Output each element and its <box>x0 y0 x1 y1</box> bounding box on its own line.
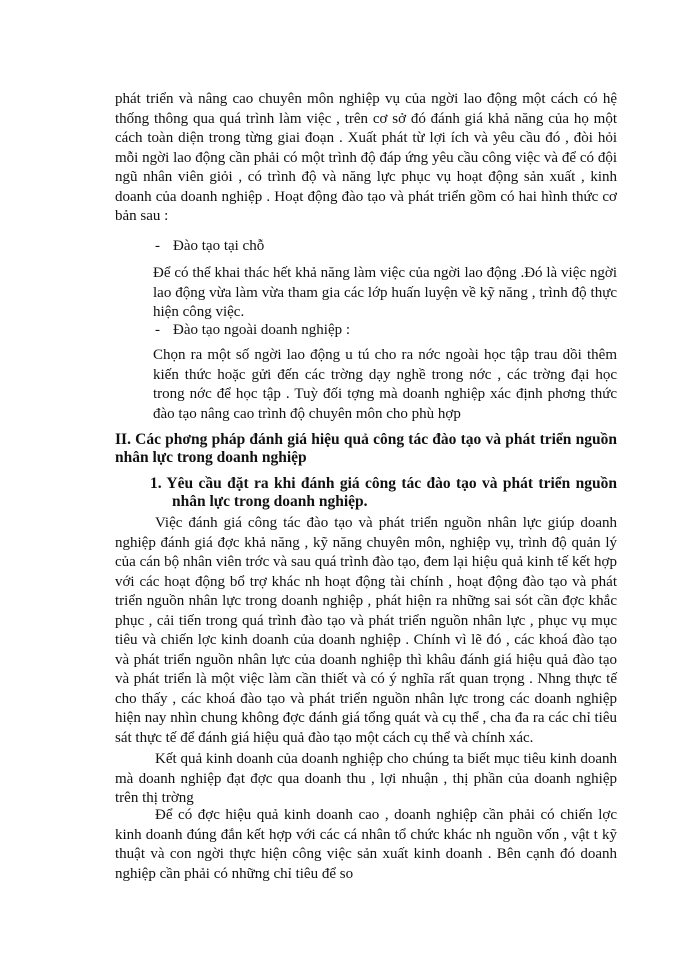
section-heading: II. Các phơng pháp đánh giá hiệu quả công tác đào tạo và phát triển nguồn nhân lực trong doanh nghiệp <box>115 431 617 466</box>
bullet-title: Đào tạo tại chỗ <box>173 238 265 254</box>
bullet-title: Đào tạo ngoài doanh nghiệp : <box>173 322 351 338</box>
bullet-item <box>155 321 615 340</box>
bullet-dash: - <box>155 322 160 338</box>
bullet-dash: - <box>155 238 160 254</box>
intro-paragraph: phát triển và nâng cao chuyên môn nghiệp vụ của ngời lao động một cách có hệ thống thông qua quá trình làm việc , trên cơ sở đó đánh giá khả năng của họ một cách toàn diện trong từng giai đoạn . Xuất phát từ lợi ích và yêu cầu đó , đòi hỏi mỗi ngời lao động cần phải có một trình độ đáp ứng yêu cầu công việc và để có đội ngũ nhân viên giỏi , có trình độ và năng lực phục vụ hoạt động sản xuất , kinh doanh của doanh nghiệp . Hoạt động đào tạo và phát triển gồm có hai hình thức cơ bản sau : <box>115 91 617 224</box>
bullet-item <box>155 237 615 256</box>
bullet-body: Để có thể khai thác hết khả năng làm việc của ngời lao động .Đó là việc ngời lao động vừa làm vừa tham gia các lớp huấn luyện về kỹ năng , trình độ thực hiện công việc. <box>153 265 617 320</box>
subsection-heading: 1. Yêu cầu đặt ra khi đánh giá công tác đào tạo và phát triển nguồn nhân lực trong doanh nghiệp. <box>150 475 617 510</box>
body-paragraph: Việc đánh giá công tác đào tạo và phát triển nguồn nhân lực giúp doanh nghiệp đánh giá đợc khả năng , kỹ năng chuyên môn, nghiệp vụ, trình độ quản lý của cán bộ nhân viên trớc và sau quá trình đào tạo, đem lại hiệu quả kinh tế kết hợp với các hoạt động bổ trợ khác nh hoạt động tài chính , hoạt động đào tạo và phát triển nguồn nhân lực trong doanh nghiệp , phát hiện ra những sai sót cần đợc khắc phục , cải tiến trong quá trình đào tạo và phát triển nguồn nhân lực , phục vụ mục tiêu và chiến lợc kinh doanh của doanh nghiệp . Chính vì lẽ đó , các khoá đào tạo và phát triển nguồn nhân lực của doanh nghiệp thì khâu đánh giá hiệu quả đào tạo và phát triển là một việc làm cần thiết và có ý nghĩa rất quan trọng . Nhng thực tế cho thấy , các khoá đào tạo và phát triển nguồn nhân lực trong các doanh nghiệp hiện nay nhìn chung không đợc đánh giá tổng quát và cụ thể , cha đa ra các chỉ tiêu sát thực tế để đánh giá hiệu quả đào tạo một cách cụ thể và chính xác. <box>115 515 617 746</box>
bullet-body: Chọn ra một số ngời lao động u tú cho ra nớc ngoài học tập trau dồi thêm kiến thức hoặc gửi đến các trờng dạy nghề trong nớc , các trờng đại học trong nớc để học tập . Tuỳ đối tợng mà doanh nghiệp xác định phơng thức đào tạo nâng cao trình độ chuyên môn cho phù hợp <box>153 347 617 422</box>
body-paragraph: Để có đợc hiệu quả kinh doanh cao , doanh nghiệp cần phải có chiến lợc kinh doanh đúng đắn kết hợp với các cá nhân tổ chức khác nh nguồn vốn , vật t kỹ thuật và con ngời thực hiện công việc sản xuất kinh doanh . Bên cạnh đó doanh nghiệp cần phải có những chỉ tiêu để so <box>115 807 617 882</box>
body-paragraph: Kết quả kinh doanh của doanh nghiệp cho chúng ta biết mục tiêu kinh doanh mà doanh nghiệp đạt đợc qua doanh thu , lợi nhuận , thị phần của doanh nghiệp trên thị trờng <box>115 751 617 806</box>
